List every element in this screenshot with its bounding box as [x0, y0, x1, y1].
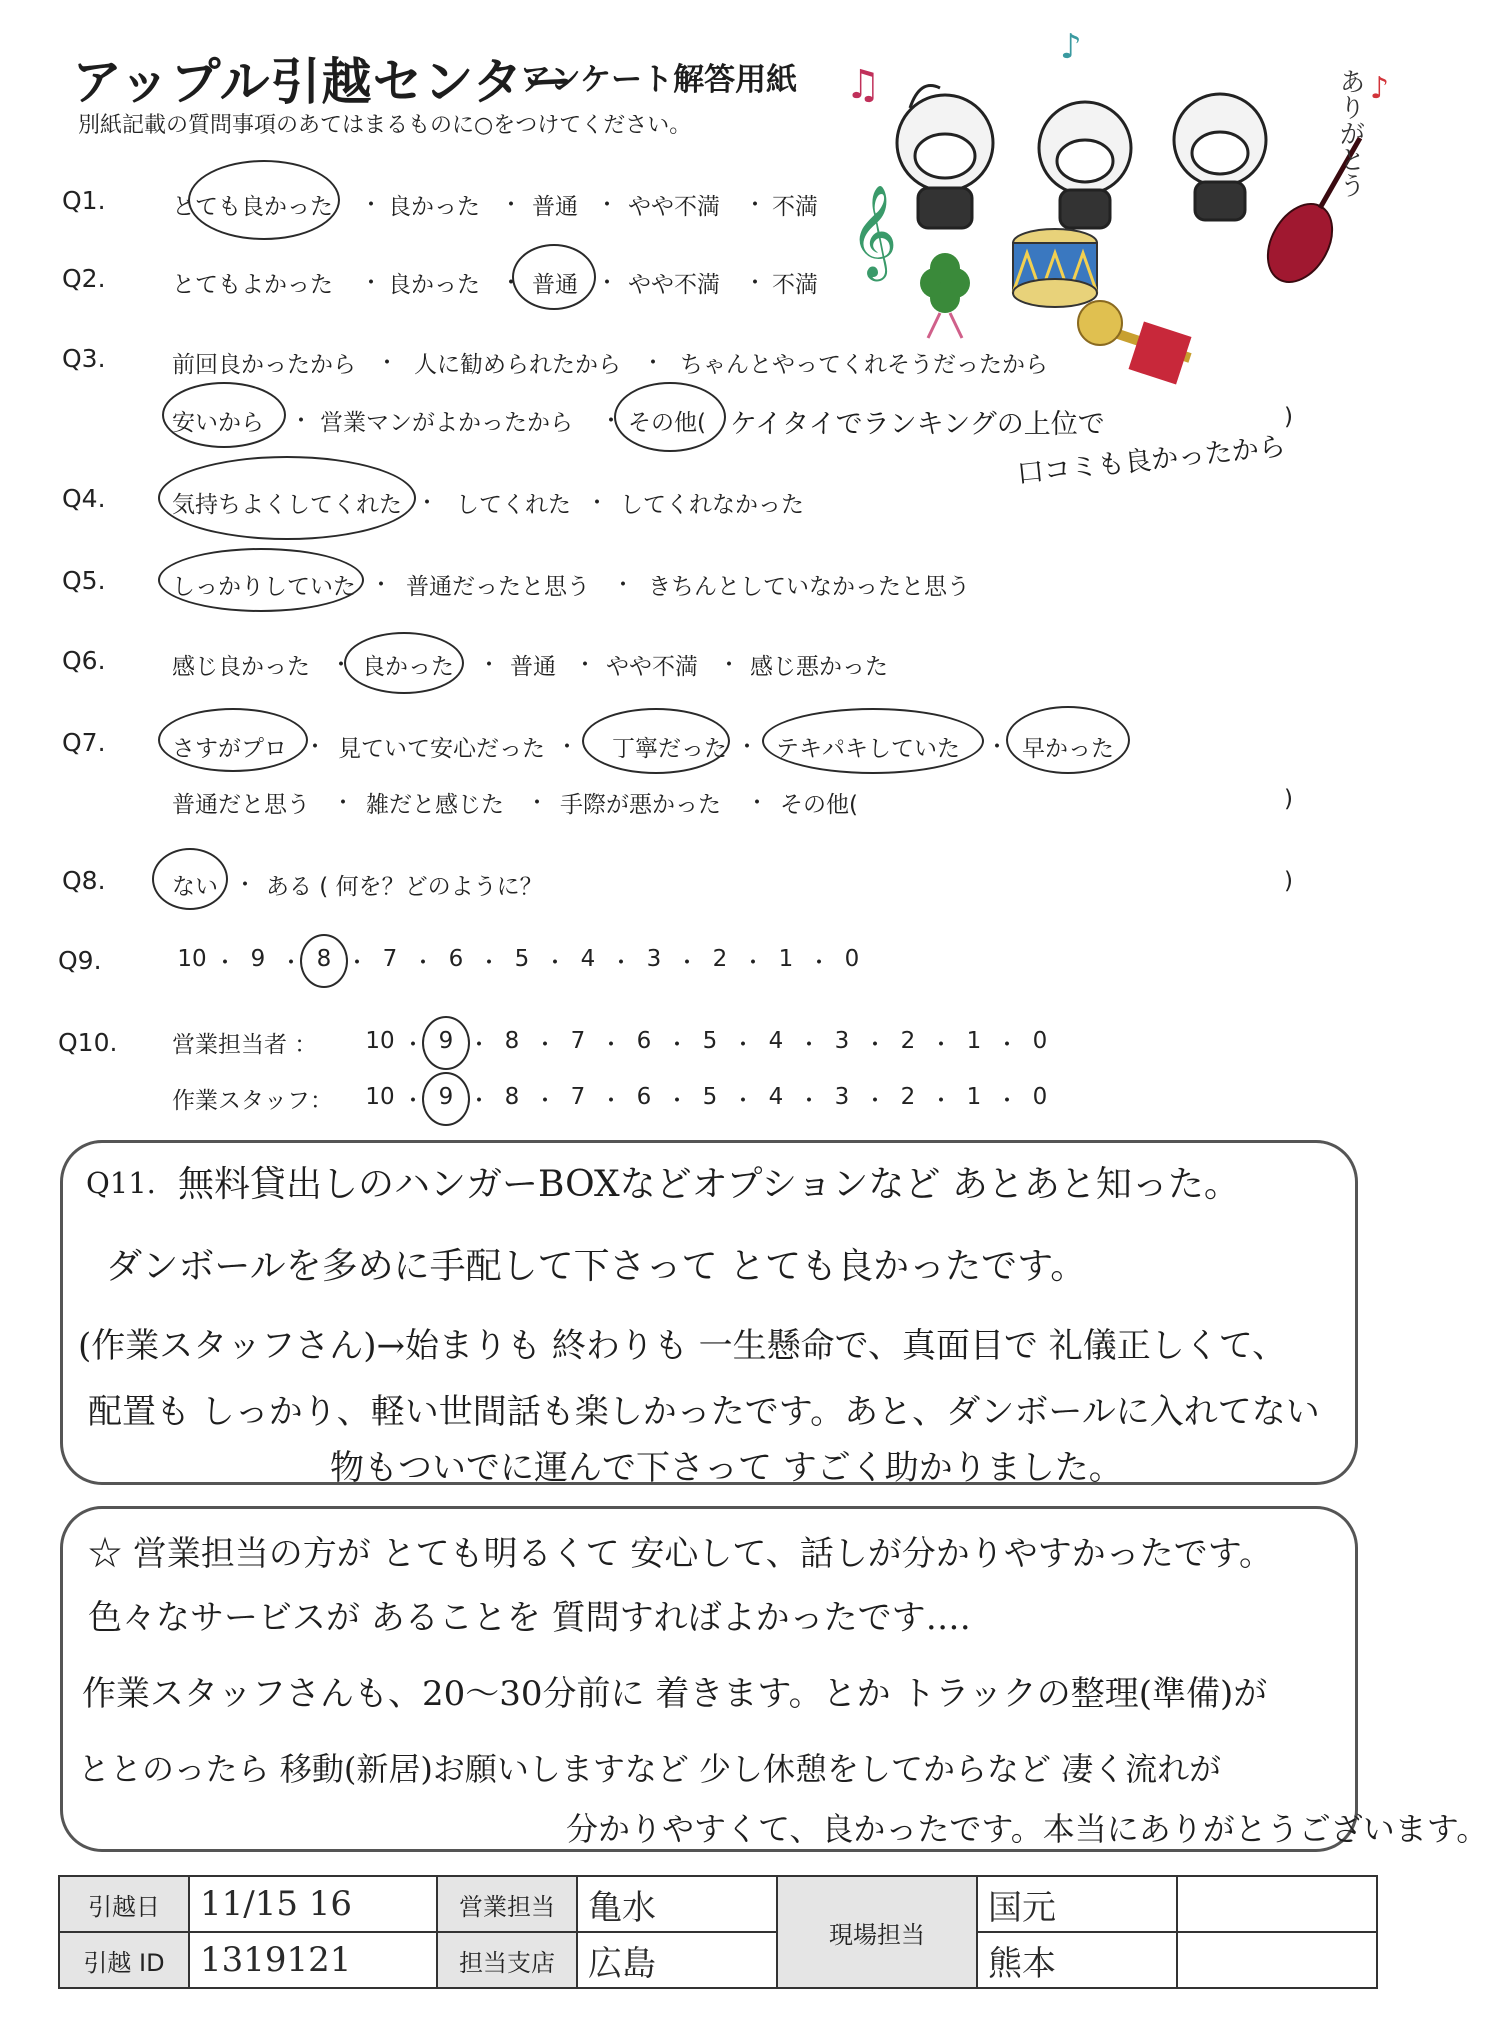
q2-option-2[interactable]: 良かった [388, 272, 480, 298]
q2-option-3[interactable]: 普通 [532, 272, 578, 298]
monkey-icon [897, 86, 993, 229]
separator-dot: ・ [370, 573, 393, 598]
q11-line-2: ダンボールを多めに手配して下さって とても良かったです。 [106, 1246, 1087, 1287]
q7-option-5[interactable]: 早かった [1022, 736, 1114, 762]
q10-sales-score-0[interactable]: 0 [1032, 1028, 1048, 1054]
q6-option-1[interactable]: 感じ良かった [172, 654, 310, 680]
separator-dot: ・ [746, 791, 769, 816]
separator-dot: ・ [610, 951, 633, 976]
q10-staff-score-5[interactable]: 5 [702, 1084, 718, 1110]
selection-circle [162, 382, 286, 448]
q7-option-3[interactable]: 丁寧だった [612, 736, 727, 762]
separator-dot: ・ [412, 951, 435, 976]
q9-score-3[interactable]: 3 [646, 946, 662, 972]
separator-dot: ・ [798, 1089, 821, 1114]
separator-dot: ・ [376, 351, 399, 376]
selection-circle [1006, 706, 1130, 774]
q1-option-2[interactable]: 良かった [388, 194, 480, 220]
q3-other-answer-2: 口コミも良かったから [1015, 430, 1288, 491]
move-id-value: 1319121 [189, 1932, 437, 1988]
q6-option-5[interactable]: 感じ悪かった [750, 654, 888, 680]
separator-dot: ・ [732, 1089, 755, 1114]
q4-option-3[interactable]: してくれなかった [620, 492, 804, 518]
q11-line-4: 配置も しっかり、軽い世間話も楽しかったです。あと、ダンボールに入れてない [88, 1392, 1320, 1432]
monkey-band-illustration [845, 27, 1390, 388]
separator-dot: ・ [742, 951, 765, 976]
separator-dot: ・ [280, 951, 303, 976]
form-subtitle: アンケート解答用紙 [520, 62, 798, 98]
sales-rep-value: 亀水 [577, 1876, 777, 1932]
separator-dot: ・ [468, 1089, 491, 1114]
q10-sales-score-6[interactable]: 6 [636, 1028, 652, 1054]
selection-circle [614, 382, 726, 452]
separator-dot: ・ [214, 951, 237, 976]
q9-score-8[interactable]: 8 [316, 946, 332, 972]
selection-circle [582, 708, 730, 774]
q10-staff-score-3[interactable]: 3 [834, 1084, 850, 1110]
q11-line-5: 物もついでに運んで下さって すごく助かりました。 [330, 1448, 1123, 1488]
comment-line-4: ととのったら 移動(新居)お願いしますなど 少し休憩をしてからなど 凄く流れが [78, 1750, 1222, 1788]
trumpet-icon [1078, 301, 1192, 385]
q10-staff-score-4[interactable]: 4 [768, 1084, 784, 1110]
q6-option-2[interactable]: 良かった [362, 654, 454, 680]
q3-option-2[interactable]: 人に勧められたから [414, 352, 621, 378]
selection-circle [152, 848, 228, 910]
q10-sales-score-4[interactable]: 4 [768, 1028, 784, 1054]
q3-label: Q3. [62, 344, 106, 373]
comment-line-2: 色々なサービスが あることを 質問すればよかったです‥‥ [88, 1598, 971, 1638]
separator-dot: ・ [402, 1089, 425, 1114]
q10-staff-label: 作業スタッフ： [172, 1088, 333, 1114]
separator-dot: ・ [526, 791, 549, 816]
separator-dot: ・ [600, 409, 623, 434]
separator-dot: ・ [600, 1033, 623, 1058]
q7-option-8[interactable]: 手際が悪かった [560, 792, 721, 818]
separator-dot: ・ [556, 735, 579, 760]
comment-line-3: 作業スタッフさんも、20～30分前に 着きます。とか トラックの整理(準備)が [82, 1674, 1268, 1714]
q9-score-0[interactable]: 0 [844, 946, 860, 972]
separator-dot: ・ [996, 1089, 1019, 1114]
separator-dot: ・ [864, 1089, 887, 1114]
selection-circle [158, 548, 364, 612]
q11-line-1: 無料貸出しのハンガーBOXなどオプションなど あとあと知った。 [178, 1164, 1240, 1205]
q10-staff-score-6[interactable]: 6 [636, 1084, 652, 1110]
separator-dot: ・ [478, 951, 501, 976]
selection-circle [762, 708, 984, 774]
empty-cell [1177, 1932, 1377, 1988]
separator-dot: ・ [478, 653, 501, 678]
site-manager-value-2: 熊本 [977, 1932, 1177, 1988]
q10-sales-label: 営業担当者 ： [172, 1032, 318, 1058]
q3-close-paren: ) [1284, 404, 1293, 430]
q9-score-6[interactable]: 6 [448, 946, 464, 972]
q10-staff-score-9[interactable]: 9 [438, 1084, 454, 1110]
separator-dot: ・ [744, 271, 767, 296]
selection-circle [422, 1016, 470, 1070]
q10-sales-score-1[interactable]: 1 [966, 1028, 982, 1054]
q7-option-4[interactable]: テキパキしていた [776, 736, 960, 762]
separator-dot: ・ [534, 1033, 557, 1058]
selection-circle [300, 934, 348, 988]
separator-dot: ・ [290, 409, 313, 434]
separator-dot: ・ [930, 1033, 953, 1058]
q2-option-5[interactable]: 不満 [772, 272, 818, 298]
q10-sales-score-5[interactable]: 5 [702, 1028, 718, 1054]
q10-staff-score-1[interactable]: 1 [966, 1084, 982, 1110]
q5-option-2[interactable]: 普通だったと思う [406, 574, 590, 600]
q9-score-5[interactable]: 5 [514, 946, 530, 972]
q10-staff-score-2[interactable]: 2 [900, 1084, 916, 1110]
q5-option-3[interactable]: きちんとしていなかったと思う [648, 574, 970, 600]
selection-circle [422, 1072, 470, 1126]
q10-staff-score-7[interactable]: 7 [570, 1084, 586, 1110]
q9-score-7[interactable]: 7 [382, 946, 398, 972]
separator-dot: ・ [330, 653, 353, 678]
q7-option-6[interactable]: 普通だと思う [172, 792, 310, 818]
selection-circle [158, 708, 308, 772]
separator-dot: ・ [534, 1089, 557, 1114]
company-title: アップル引越センター [72, 53, 575, 111]
separator-dot: ・ [996, 1033, 1019, 1058]
q9-score-2[interactable]: 2 [712, 946, 728, 972]
q6-option-4[interactable]: やや不満 [606, 654, 698, 680]
q3-option-5[interactable]: 営業マンがよかったから [320, 410, 573, 436]
empty-cell [1177, 1876, 1377, 1932]
q2-option-1[interactable]: とてもよかった [172, 272, 333, 298]
q10-sales-score-8[interactable]: 8 [504, 1028, 520, 1054]
separator-dot: ・ [586, 491, 609, 516]
separator-dot: ・ [574, 653, 597, 678]
monkey-icon [1174, 94, 1266, 220]
q10-sales-score-2[interactable]: 2 [900, 1028, 916, 1054]
q7-option-7[interactable]: 雑だと感じた [366, 792, 504, 818]
q1-option-4[interactable]: やや不満 [628, 194, 720, 220]
q9-label: Q9. [58, 946, 102, 975]
separator-dot: ・ [666, 1033, 689, 1058]
q8-option-2[interactable]: ある ( 何を？どのように？ [266, 874, 543, 900]
q7-option-other[interactable]: その他( [780, 792, 858, 818]
thanks-text: ありがとう [1335, 68, 1365, 198]
move-info-table [58, 1875, 1378, 1989]
move-id-label: 引越 ID [59, 1932, 189, 1988]
q1-option-1[interactable]: とても良かった [172, 194, 333, 220]
q3-other-answer-1: ケイタイでランキングの上位で [730, 409, 1105, 440]
separator-dot: ・ [744, 193, 767, 218]
q10-sales-score-9[interactable]: 9 [438, 1028, 454, 1054]
separator-dot: ・ [736, 735, 759, 760]
music-note-icon: ♪ [1370, 71, 1390, 106]
separator-dot: ・ [612, 573, 635, 598]
q1-option-5[interactable]: 不満 [772, 194, 818, 220]
monkey-icon [1039, 102, 1131, 228]
separator-dot: ・ [718, 653, 741, 678]
selection-circle [512, 244, 596, 310]
q7-close-paren: ) [1284, 786, 1293, 812]
music-note-icon: ♫ [845, 62, 881, 108]
separator-dot: ・ [416, 491, 439, 516]
drum-icon [1013, 229, 1097, 307]
q9-score-1[interactable]: 1 [778, 946, 794, 972]
music-note-icon: ♪ [1060, 27, 1082, 67]
separator-dot: ・ [732, 1033, 755, 1058]
q5-label: Q5. [62, 566, 106, 595]
q9-score-4[interactable]: 4 [580, 946, 596, 972]
separator-dot: ・ [500, 193, 523, 218]
site-manager-value-1: 国元 [977, 1876, 1177, 1932]
separator-dot: ・ [304, 735, 327, 760]
q1-option-3[interactable]: 普通 [532, 194, 578, 220]
q4-option-2[interactable]: してくれた [456, 492, 571, 518]
separator-dot: ・ [666, 1089, 689, 1114]
separator-dot: ・ [808, 951, 831, 976]
q10-sales-score-10[interactable]: 10 [365, 1028, 395, 1054]
q10-staff-score-0[interactable]: 0 [1032, 1084, 1048, 1110]
separator-dot: ・ [360, 193, 383, 218]
q8-label: Q8. [62, 866, 106, 895]
move-date-label: 引越日 [59, 1876, 189, 1932]
q10-sales-score-3[interactable]: 3 [834, 1028, 850, 1054]
q5-option-1[interactable]: しっかりしていた [172, 574, 356, 600]
q3-option-3[interactable]: ちゃんとやってくれそうだったから [680, 352, 1048, 378]
q11-line-3: (作業スタッフさん)→始まりも 終わりも 一生懸命で、真面目で 礼儀正しくて、 [78, 1326, 1287, 1366]
separator-dot: ・ [596, 271, 619, 296]
separator-dot: ・ [596, 193, 619, 218]
separator-dot: ・ [798, 1033, 821, 1058]
comment-line-1: ☆ 営業担当の方が とても明るくて 安心して、話しが分かりやすかったです。 [88, 1534, 1274, 1574]
q7-label: Q7. [62, 728, 106, 757]
separator-dot: ・ [600, 1089, 623, 1114]
instruction-text: 別紙記載の質問事項のあてはまるものに○をつけてください。 [78, 113, 692, 138]
separator-dot: ・ [360, 271, 383, 296]
separator-dot: ・ [346, 951, 369, 976]
q8-option-1[interactable]: ない [172, 874, 218, 900]
separator-dot: ・ [930, 1089, 953, 1114]
selection-circle [344, 632, 464, 694]
q6-option-3[interactable]: 普通 [510, 654, 556, 680]
sales-rep-label: 営業担当 [437, 1876, 577, 1932]
q2-label: Q2. [62, 264, 106, 293]
q7-option-2[interactable]: 見ていて安心だった [338, 736, 545, 762]
separator-dot: ・ [986, 735, 1009, 760]
separator-dot: ・ [642, 351, 665, 376]
separator-dot: ・ [402, 1033, 425, 1058]
q8-close-paren: ) [1284, 868, 1293, 894]
selection-circle [188, 160, 340, 240]
separator-dot: ・ [500, 271, 523, 296]
separator-dot: ・ [468, 1033, 491, 1058]
selection-circle [158, 456, 416, 540]
treble-clef-icon: 𝄞 [850, 184, 898, 277]
q4-option-1[interactable]: 気持ちよくしてくれた [172, 492, 402, 518]
q10-sales-score-7[interactable]: 7 [570, 1028, 586, 1054]
q10-staff-score-8[interactable]: 8 [504, 1084, 520, 1110]
branch-value: 広島 [577, 1932, 777, 1988]
branch-label: 担当支店 [437, 1932, 577, 1988]
q4-label: Q4. [62, 484, 106, 513]
separator-dot: ・ [332, 791, 355, 816]
separator-dot: ・ [864, 1033, 887, 1058]
q11-label: Q11. [86, 1166, 156, 1200]
clover-icon [920, 253, 970, 338]
q9-score-9[interactable]: 9 [250, 946, 266, 972]
separator-dot: ・ [676, 951, 699, 976]
q6-label: Q6. [62, 646, 106, 675]
comment-line-5: 分かりやすくて、良かったです。本当にありがとうございます。 [566, 1810, 1488, 1848]
q2-option-4[interactable]: やや不満 [628, 272, 720, 298]
q3-option-1[interactable]: 前回良かったから [172, 352, 356, 378]
q1-label: Q1. [62, 186, 106, 215]
q10-staff-score-10[interactable]: 10 [365, 1084, 395, 1110]
separator-dot: ・ [544, 951, 567, 976]
q3-option-4[interactable]: 安いから [172, 410, 264, 436]
q10-label: Q10. [58, 1028, 118, 1057]
separator-dot: ・ [234, 873, 257, 898]
q7-option-1[interactable]: さすがプロ [172, 736, 287, 762]
move-date-value: 11/15 16 [189, 1876, 437, 1932]
site-manager-label: 現場担当 [777, 1876, 977, 1988]
q9-score-10[interactable]: 10 [177, 946, 207, 972]
q3-option-other[interactable]: その他( [628, 410, 706, 436]
